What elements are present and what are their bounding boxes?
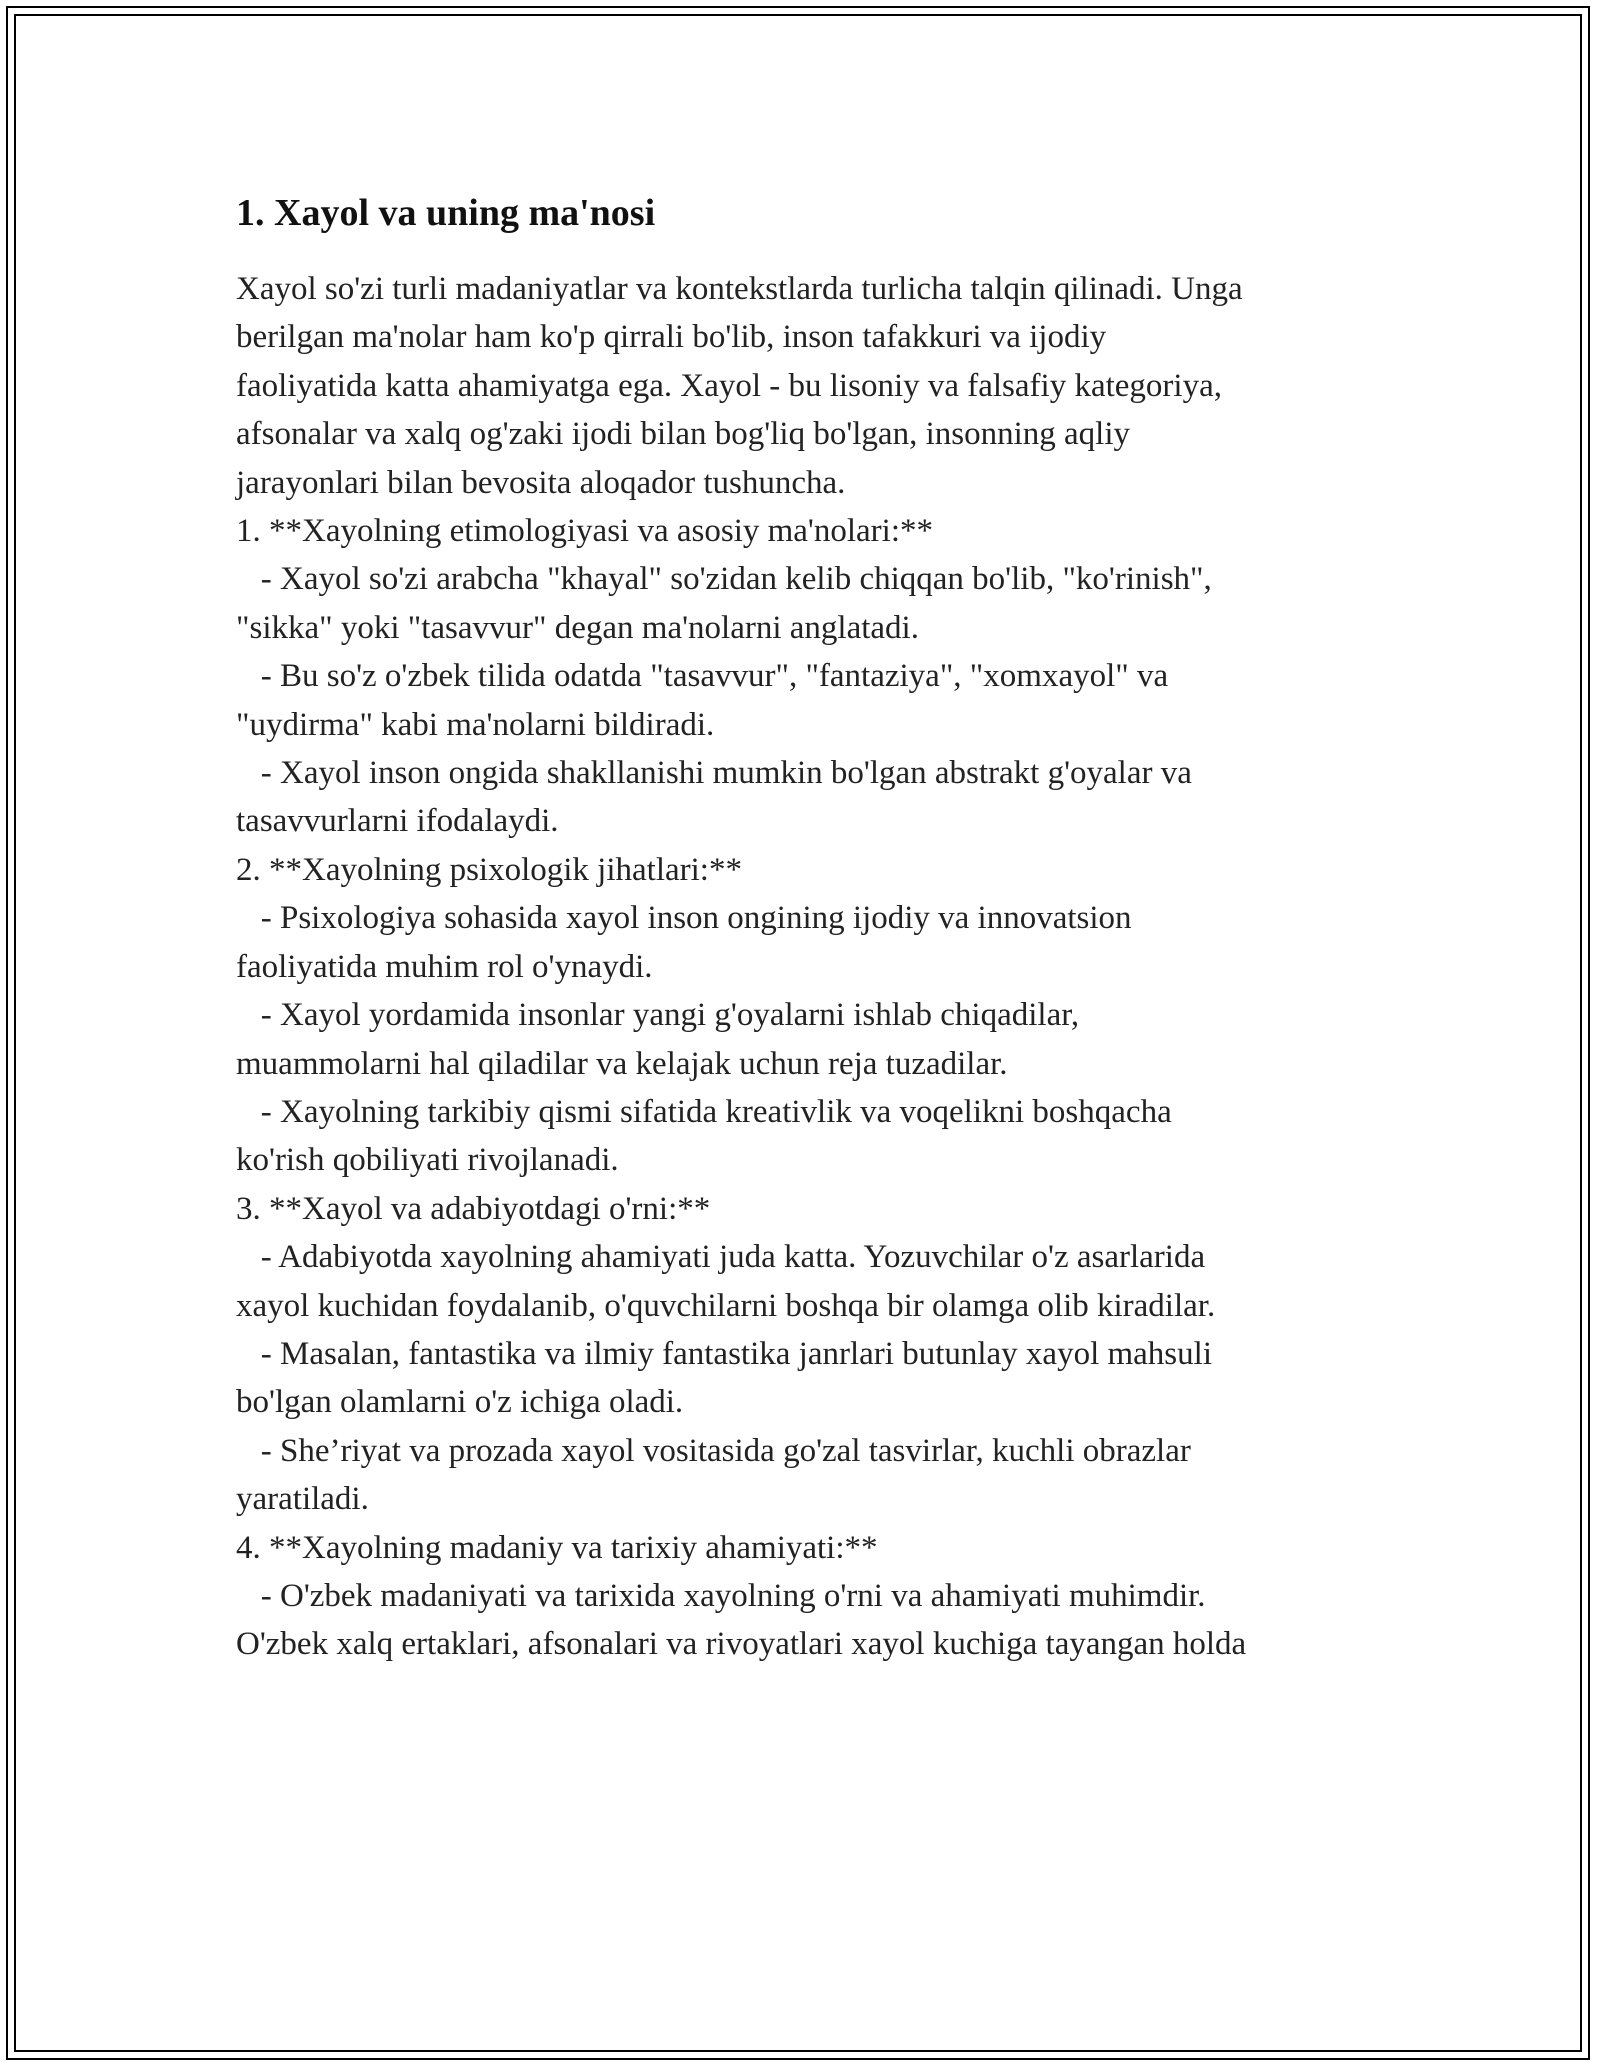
section-culture-history: 4. **Xayolning madaniy va tarixiy ahamiyati:** - O'zbek madaniyati va tarixida xayolning o'rni va ahamiyati muhimdir. O'zbek xalq ertaklari, afsonalari va rivoyatlari xayol kuchiga tayangan holda: [236, 1529, 1247, 1663]
section-psychology: 2. **Xayolning psixologik jihatlari:** - Psixologiya sohasida xayol inson ongining ijodiy va innovatsion faoliyatida muhim rol o'ynaydi. - Xayol yordamida insonlar yangi g'oyalarni ishlab chiqadilar, muammolarni hal qiladilar va kelajak uchun reja tuzadilar. - Xayolning tarkibiy qismi sifatida kreativlik va voqelikni boshqacha ko'rish qobiliyati rivojlanadi.: [236, 851, 1172, 1179]
document-title: 1. Xayol va uning ma'nosi: [236, 192, 656, 234]
section-etymology: 1. **Xayolning etimologiyasi va asosiy ma'nolari:** - Xayol so'zi arabcha "khayal" so'zidan kelib chiqqan bo'lib, "ko'rinish", "sikka" yoki "tasavvur" degan ma'nolarni anglatadi. - Bu so'z o'zbek tilida odatda "tasavvur", "fantaziya", "xomxayol" va "uydirma" kabi ma'nolarni bildiradi. - Xayol inson ongida shakllanishi mumkin bo'lgan abstrakt g'oyalar va tasavvurlarni ifodalaydi.: [236, 513, 1212, 840]
intro-paragraph: Xayol so'zi turli madaniyatlar va kontekstlarda turlicha talqin qilinadi. Unga berilgan ma'nolar ham ko'p qirrali bo'lib, inson tafakkuri va ijodiy faoliyatida katta ahamiyatga ega. Xayol - bu lisoniy va falsafiy kategoriya, afsonalar va xalq og'zaki ijodi bilan bog'liq bo'lgan, insonning aqliy jarayonlari bilan bevosita aloqador tushuncha.: [236, 271, 1243, 501]
document-page: [236, 183, 1416, 1669]
section-literature: 3. **Xayol va adabiyotdagi o'rni:** - Adabiyotda xayolning ahamiyati juda katta. Yozuvchilar o'z asarlarida xayol kuchidan foydalanib, o'quvchilarni boshqa bir olamga olib kiradilar. - Masalan, fantastika va ilmiy fantastika janrlari butunlay xayol mahsuli bo'lgan olamlarni o'z ichiga oladi. - She’riyat va prozada xayol vositasida go'zal tasvirlar, kuchli obrazlar yaratiladi.: [236, 1190, 1216, 1518]
